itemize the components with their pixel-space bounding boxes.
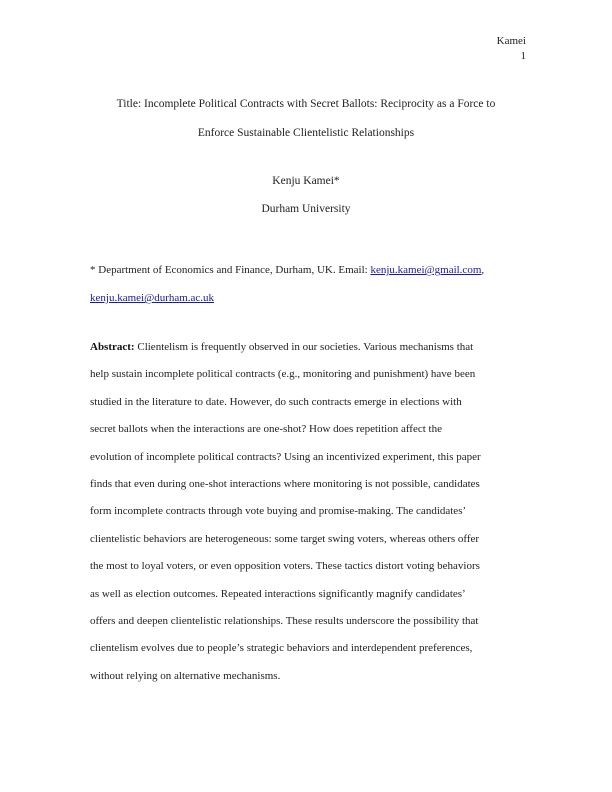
abstract-line: help sustain incomplete political contracts (e.g., monitoring and punishment) have been <box>90 368 476 381</box>
abstract <box>90 334 522 690</box>
abstract-line <box>90 334 522 361</box>
author-affiliation: Durham University <box>261 203 351 215</box>
abstract-line: studied in the literature to date. However, do such contracts emerge in elections with <box>90 395 462 408</box>
abstract-line: evolution of incomplete political contracts? Using an incentivized experiment, this paper <box>90 450 481 463</box>
author-footnote <box>90 256 530 312</box>
page-number: 1 <box>520 50 526 62</box>
abstract-label: Abstract: <box>90 341 135 353</box>
email-link-gmail[interactable]: kenju.kamei@gmail.com <box>370 264 482 276</box>
abstract-line: as well as election outcomes. Repeated interactions significantly magnify candidates’ <box>90 587 466 600</box>
title-line-2: Enforce Sustainable Clientelistic Relationships <box>197 127 415 139</box>
author-name: Kenju Kamei* <box>272 175 340 187</box>
abstract-line: offers and deepen clientelistic relationships. These results underscore the possibility that <box>90 615 479 628</box>
abstract-line: clientelistic behaviors are heterogeneous: some target swing voters, whereas others offer <box>90 532 480 545</box>
abstract-line-text: Clientelism is frequently observed in our societies. Various mechanisms that <box>137 341 474 353</box>
abstract-line: secret ballots when the interactions are one-shot? How does repetition affect the <box>90 423 442 436</box>
abstract-line: form incomplete contracts through vote buying and promise-making. The candidates’ <box>90 505 467 518</box>
email-separator: , <box>481 264 485 276</box>
footnote-text: * Department of Economics and Finance, Durham, UK. Email: <box>90 264 371 276</box>
email-link-durham[interactable]: kenju.kamei@durham.ac.uk <box>90 292 215 304</box>
title-line-1: Title: Incomplete Political Contracts with Secret Ballots: Reciprocity as a Force to <box>116 98 496 110</box>
running-header <box>497 34 526 64</box>
header-author: Kamei <box>496 35 526 47</box>
paper-title <box>60 90 552 148</box>
abstract-line: finds that even during one-shot interactions where monitoring is not possible, candidates <box>90 478 480 491</box>
abstract-line: the most to loyal voters, or even opposition voters. These tactics distort voting behaviors <box>90 560 480 573</box>
abstract-line: clientelism evolves due to people’s strategic behaviors and interdependent preferences, <box>90 642 473 655</box>
abstract-line: without relying on alternative mechanisms. <box>90 669 281 682</box>
